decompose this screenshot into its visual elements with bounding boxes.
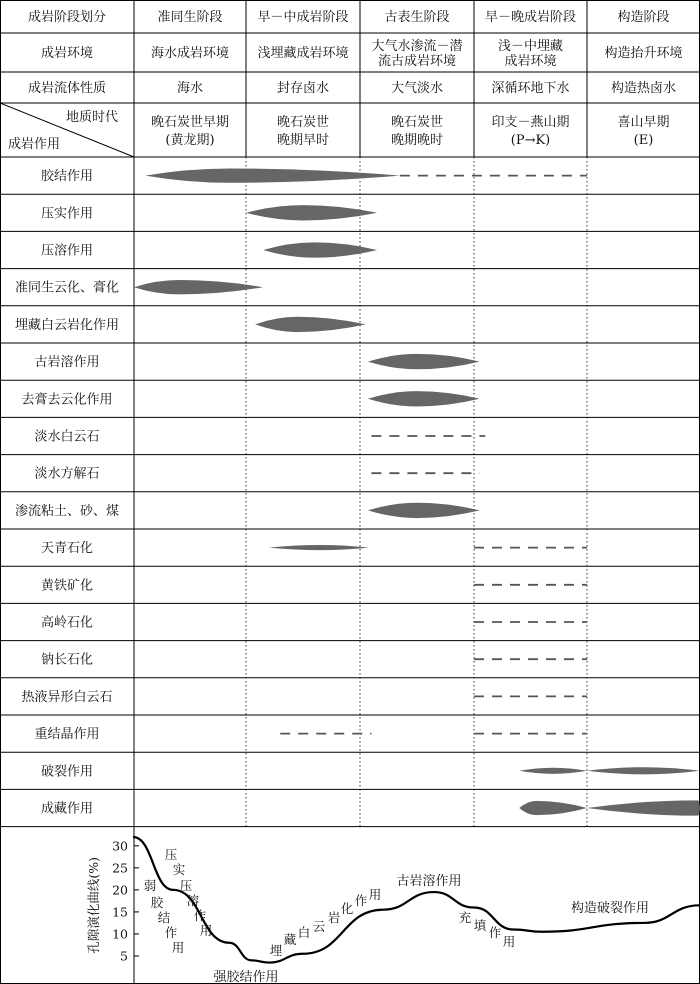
process-name: 埋藏白云岩化作用 bbox=[14, 317, 120, 333]
process-name: 胶结作用 bbox=[40, 169, 94, 185]
stage-time: 晚石炭世早期 bbox=[150, 115, 230, 130]
curve-label-char: 实 bbox=[172, 862, 186, 877]
intensity-band bbox=[587, 800, 700, 815]
porosity-tick-label: 5 bbox=[120, 948, 128, 964]
process-name: 成藏作用 bbox=[40, 801, 94, 817]
intensity-band bbox=[134, 280, 263, 294]
intensity-band bbox=[519, 768, 587, 774]
curve-label-char: 作 bbox=[488, 925, 502, 940]
stage-environment: 海水成岩环境 bbox=[150, 46, 230, 61]
curve-label-char: 压 bbox=[164, 847, 178, 862]
stage-fluid: 大气淡水 bbox=[390, 81, 444, 96]
process-name: 渗流粘土、砂、煤 bbox=[14, 503, 120, 519]
curve-label-char: 岩 bbox=[327, 910, 341, 925]
stage-name: 准同生阶段 bbox=[157, 10, 223, 25]
porosity-curve bbox=[133, 837, 700, 963]
process-name: 高岭石化 bbox=[40, 615, 94, 631]
curve-label-char: 填 bbox=[473, 918, 487, 933]
curve-label-char: 作 bbox=[354, 893, 368, 908]
process-name: 黄铁矿化 bbox=[40, 578, 94, 594]
stage-environment: 流古成岩环境 bbox=[377, 54, 457, 69]
porosity-axis-label: 孔隙演化曲线(%) bbox=[86, 856, 101, 954]
tectonic-fracturing-label: 构造破裂作用 bbox=[570, 901, 650, 916]
stage-time: 印支－燕山期 bbox=[491, 115, 570, 130]
intensity-band bbox=[587, 767, 700, 774]
curve-label-char: 作 bbox=[193, 908, 207, 923]
curve-label-char: 白 bbox=[297, 925, 311, 940]
process-name: 钠长石化 bbox=[40, 652, 94, 668]
stage-time: 晚期早时 bbox=[276, 133, 330, 148]
stage-environment: 浅埋藏成岩环境 bbox=[257, 46, 349, 61]
curve-label-char: 化 bbox=[340, 901, 354, 916]
curve-label-char: 压 bbox=[179, 878, 193, 893]
fluid-label: 成岩流体性质 bbox=[27, 81, 107, 96]
stage-division-label: 成岩阶段划分 bbox=[27, 10, 107, 25]
process-name: 热液异形白云石 bbox=[21, 689, 113, 705]
stage-time: 晚石炭世 bbox=[390, 115, 444, 130]
process-name: 古岩溶作用 bbox=[34, 355, 100, 371]
process-name: 准同生云化、膏化 bbox=[14, 280, 120, 296]
stage-name: 构造阶段 bbox=[617, 10, 670, 25]
process-name: 淡水方解石 bbox=[34, 466, 100, 482]
curve-label-char: 藏 bbox=[283, 932, 297, 947]
geologic-time-label: 地质时代 bbox=[65, 110, 118, 125]
intensity-band bbox=[145, 168, 400, 182]
porosity-tick-label: 25 bbox=[112, 860, 128, 876]
curve-label-char: 用 bbox=[199, 923, 213, 938]
stage-fluid: 构造热卤水 bbox=[610, 81, 677, 96]
curve-label-char: 溶 bbox=[186, 893, 200, 908]
curve-label-char: 充 bbox=[458, 910, 472, 925]
stage-environment: 浅－中埋藏 bbox=[497, 39, 564, 54]
curve-label-char: 弱 bbox=[143, 878, 157, 893]
stage-time: (P→K) bbox=[510, 133, 551, 148]
process-name: 重结晶作用 bbox=[34, 727, 100, 743]
process-name: 压实作用 bbox=[40, 206, 94, 222]
curve-label-char: 用 bbox=[502, 934, 516, 949]
intensity-band bbox=[255, 317, 366, 332]
porosity-tick-label: 15 bbox=[112, 904, 128, 920]
intensity-band bbox=[368, 354, 480, 369]
stage-name: 早－晚成岩阶段 bbox=[484, 10, 577, 25]
stage-fluid: 海水 bbox=[176, 81, 204, 96]
intensity-band bbox=[368, 391, 480, 406]
intensity-band bbox=[368, 503, 480, 518]
stage-fluid: 封存卤水 bbox=[276, 81, 330, 96]
process-name: 天青石化 bbox=[40, 541, 94, 557]
stage-time: 晚期晚时 bbox=[390, 133, 444, 148]
strong-cementation-label: 强胶结作用 bbox=[213, 970, 279, 984]
stage-time: (E) bbox=[633, 133, 654, 148]
curve-label-char: 作 bbox=[164, 925, 178, 940]
curve-label-char: 用 bbox=[171, 940, 185, 955]
stage-environment: 构造抬升环境 bbox=[604, 46, 683, 61]
stage-time: 喜山早期 bbox=[617, 115, 670, 130]
curve-label-char: 埋 bbox=[269, 943, 283, 958]
porosity-tick-label: 10 bbox=[112, 926, 128, 942]
curve-label-char: 云 bbox=[312, 919, 326, 934]
curve-label-char: 结 bbox=[157, 910, 171, 925]
process-name: 压溶作用 bbox=[40, 243, 94, 259]
diagenesis-process-label: 成岩作用 bbox=[8, 137, 61, 152]
curve-label-char: 胶 bbox=[150, 895, 164, 910]
intensity-band bbox=[263, 242, 377, 257]
process-name: 去膏去云化作用 bbox=[21, 392, 113, 408]
paleokarst-label: 古岩溶作用 bbox=[396, 874, 462, 889]
intensity-band bbox=[519, 801, 587, 815]
stage-environment: 大气水渗流－潜 bbox=[371, 39, 463, 54]
porosity-tick-label: 30 bbox=[112, 838, 128, 854]
process-name: 淡水白云石 bbox=[34, 429, 100, 445]
stage-fluid: 深循环地下水 bbox=[491, 81, 570, 96]
intensity-band bbox=[269, 545, 369, 550]
stage-name: 早－中成岩阶段 bbox=[257, 10, 349, 25]
stage-environment: 成岩环境 bbox=[504, 54, 557, 69]
porosity-tick-label: 20 bbox=[112, 882, 128, 898]
environment-label: 成岩环境 bbox=[40, 46, 94, 61]
curve-label-char: 用 bbox=[368, 887, 382, 902]
process-name: 破裂作用 bbox=[40, 764, 94, 780]
stage-time: (黄龙期) bbox=[165, 133, 215, 148]
stage-time: 晚石炭世 bbox=[276, 115, 330, 130]
stage-name: 古表生阶段 bbox=[384, 10, 450, 25]
intensity-band bbox=[246, 205, 377, 220]
